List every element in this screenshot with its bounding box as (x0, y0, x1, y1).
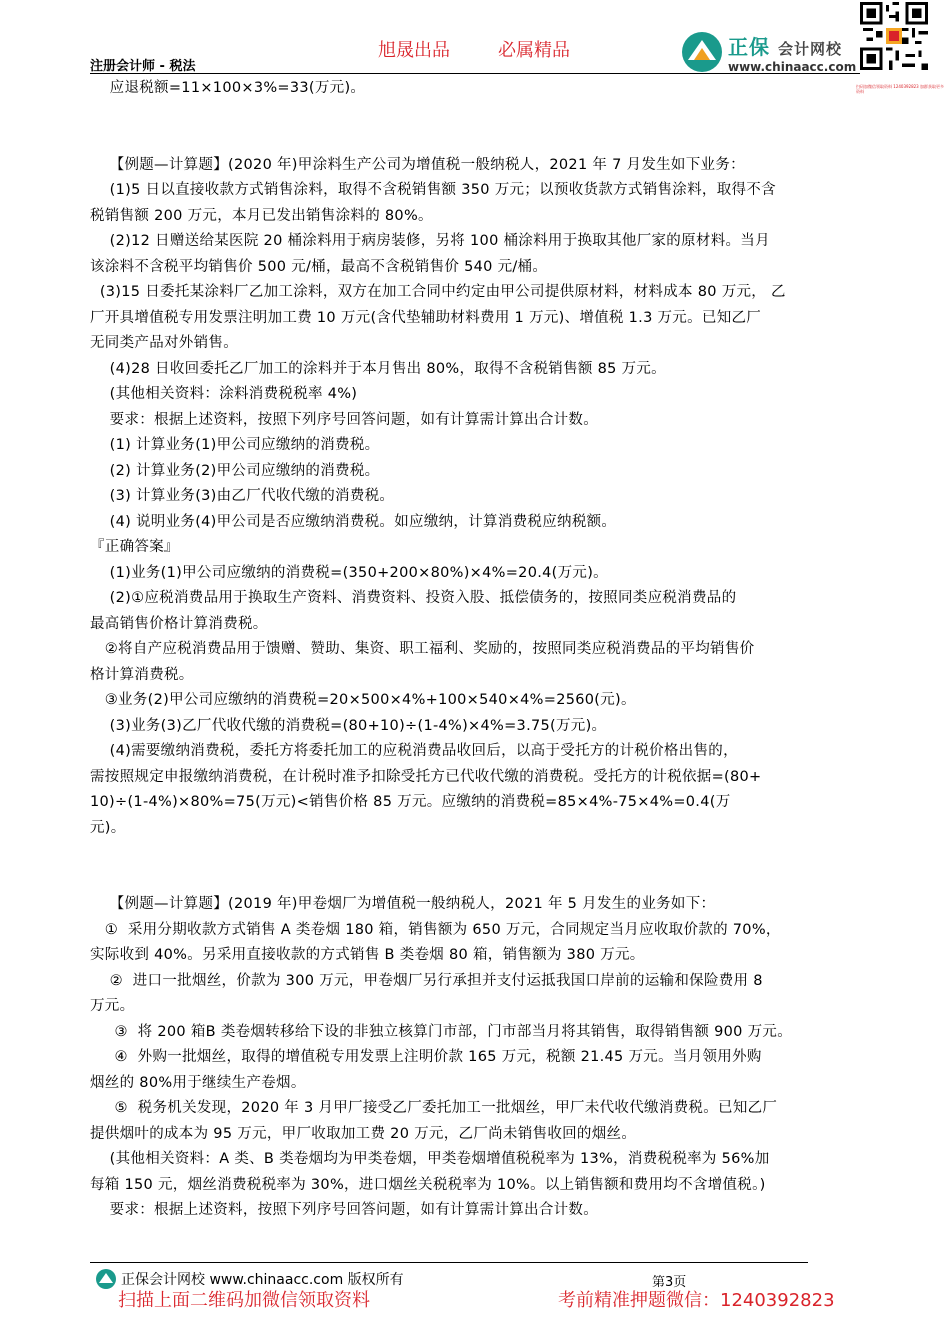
text-line: (2)12 日赠送给某医院 20 桶涂料用于病房装修，另将 100 桶涂料用于换取其他厂家的原材料。当月 (90, 233, 770, 249)
text-line: 无同类产品对外销售。 (90, 335, 238, 351)
text-line: 要求：根据上述资料，按照下列序号回答问题，如有计算需计算出合计数。 (90, 1202, 599, 1218)
text-line: 该涂料不含税平均销售价 500 元/桶，最高不含税销售价 540 元/桶。 (90, 258, 548, 275)
footer-copyright: 正保会计网校 www.chinaacc.com 版权所有 (121, 1272, 404, 1288)
text-line: ②将自产应税消费品用于馈赠、赞助、集资、职工福利、奖励的，按照同类应税消费品的平均销售价 (90, 641, 755, 657)
text-line: 元)。 (90, 819, 126, 836)
text-line: 【例题—计算题】(2019 年)甲卷烟厂为增值税一般纳税人，2021 年 5 月发生的业务如下： (90, 896, 716, 912)
text-line: 万元。 (90, 998, 135, 1014)
qr-code-icon (860, 2, 928, 70)
text-line: (2)①应税消费品用于换取生产资料、消费资料、投资入股、抵偿债务的，按照同类应税消费品的 (90, 590, 737, 606)
text-line: 烟丝的 80%用于继续生产卷烟。 (90, 1074, 306, 1091)
header-divider (90, 73, 860, 74)
text-line: ⑤ 税务机关发现，2020 年 3 月甲厂接受乙厂委托加工一批烟丝，甲厂未代收代缴消费税。已知乙厂 (90, 1100, 778, 1116)
page-number: 第3页 (652, 1275, 687, 1290)
text-line: (3)业务(3)乙厂代收代缴的消费税=(80+10)÷(1-4%)×4%=3.75(万元)。 (90, 717, 607, 734)
text-line (90, 841, 860, 867)
text-line: 厂开具增值税专用发票注明加工费 10 万元(含代垫辅助材料费用 1 万元)、增值税 1.3 万元。已知乙厂 (90, 309, 762, 326)
logo-mark-icon (680, 30, 724, 74)
text-line: (4)28 日收回委托乙厂加工的涂料并于本月售出 80%，取得不含税销售额 85 万元。 (90, 360, 666, 377)
header-slogan-left: 旭晟出品 (378, 40, 450, 61)
text-line: (1) 计算业务(1)甲公司应缴纳的消费税。 (90, 437, 380, 453)
text-line: 实际收到 40%。另采用直接收款的方式销售 B 类卷烟 80 箱，销售额为 380 万元。 (90, 947, 645, 963)
text-line: ④ 外购一批烟丝，取得的增值税专用发票上注明价款 165 万元，税额 21.45 万元。当月领用外购 (90, 1049, 762, 1065)
text-line: 每箱 150 元，烟丝消费税税率为 30%，进口烟丝关税税率为 10%。以上销售额和费用均不含增值税。) (90, 1176, 766, 1193)
text-line: 需按照规定申报缴纳消费税，在计税时准予扣除受托方已代收代缴的消费税。受托方的计税依据=(80+ (90, 768, 762, 785)
text-line: 应退税额=11×100×3%=33(万元)。 (90, 80, 366, 96)
text-line: 10)÷(1-4%)×80%=75(万元)<销售价格 85 万元。应缴纳的消费税=85×4%-75×4%=0.4(万 (90, 794, 731, 810)
text-line: (4) 说明业务(4)甲公司是否应缴纳消费税。如应缴纳，计算消费税应纳税额。 (90, 513, 617, 530)
document-title: 注册会计师 - 税法 (90, 59, 196, 74)
text-line: (其他相关资料：涂料消费税税率 4%) (90, 386, 358, 402)
text-line: (1)5 日以直接收款方式销售涂料，取得不含税销售额 350 万元；以预收货款方式销售涂料，取得不含 (90, 182, 776, 198)
text-line: 『正确答案』 (90, 539, 179, 555)
text-line: ③ 将 200 箱B 类卷烟转移给下设的非独立核算门市部，门市部当月将其销售，取得销售额 900 万元。 (90, 1023, 793, 1040)
text-line: 税销售额 200 万元，本月已发出销售涂料的 80%。 (90, 207, 433, 224)
text-line: 提供烟叶的成本为 95 万元，甲厂收取加工费 20 万元，乙厂尚未销售收回的烟丝。 (90, 1125, 637, 1142)
text-line: (3)15 日委托某涂料厂乙加工涂料，双方在加工合同中约定由甲公司提供原材料，材料成本 80 万元， 乙 (90, 284, 786, 300)
logo-name: 正保 (728, 34, 770, 59)
footer-promo-left: 扫描上面二维码加微信领取资料 (118, 1290, 370, 1311)
footer-divider (90, 1262, 808, 1263)
text-line: (4)需要缴纳消费税，委托方将委托加工的应税消费品收回后，以高于受托方的计税价格出售的， (90, 743, 738, 759)
text-line: ③业务(2)甲公司应缴纳的消费税=20×500×4%+100×540×4%=2560(元)。 (90, 692, 636, 708)
footer-promo-right: 考前精准押题微信：1240392823 (558, 1290, 835, 1311)
text-line: (2) 计算业务(2)甲公司应缴纳的消费税。 (90, 462, 380, 479)
text-line (90, 127, 860, 153)
text-line: 要求：根据上述资料，按照下列序号回答问题，如有计算需计算出合计数。 (90, 411, 599, 428)
text-line: (3) 计算业务(3)由乙厂代收代缴的消费税。 (90, 488, 395, 504)
footer-logo-icon (95, 1268, 117, 1290)
header-slogan-right: 必属精品 (498, 40, 570, 61)
text-line: (其他相关资料：A 类、B 类卷烟均为甲类卷烟，甲类卷烟增值税税率为 13%，消费税税率为 56%加 (90, 1151, 770, 1167)
text-line: 格计算消费税。 (90, 666, 194, 683)
text-line: 【例题—计算题】(2020 年)甲涂料生产公司为增值税一般纳税人，2021 年 7 月发生如下业务： (90, 156, 745, 173)
chinaacc-logo (680, 30, 856, 74)
text-line (90, 867, 860, 893)
text-line: ② 进口一批烟丝，价款为 300 万元，甲卷烟厂另行承担并支付运抵我国口岸前的运输和保险费用 8 (90, 972, 763, 989)
logo-suffix: 会计网校 (777, 39, 842, 58)
text-line (90, 102, 860, 128)
text-line: 最高销售价格计算消费税。 (90, 615, 268, 632)
document-body (90, 76, 860, 1224)
qr-note: 扫码加微信领取资料 1240392823 加群获取更多资料 (856, 84, 944, 94)
logo-url: www.chinaacc.com (728, 59, 857, 74)
text-line: (1)业务(1)甲公司应缴纳的消费税=(350+200×80%)×4%=20.4(万元)。 (90, 564, 608, 581)
text-line: ① 采用分期收款方式销售 A 类卷烟 180 箱，销售额为 650 万元，合同规定当月应收取价款的 70%， (90, 921, 781, 938)
